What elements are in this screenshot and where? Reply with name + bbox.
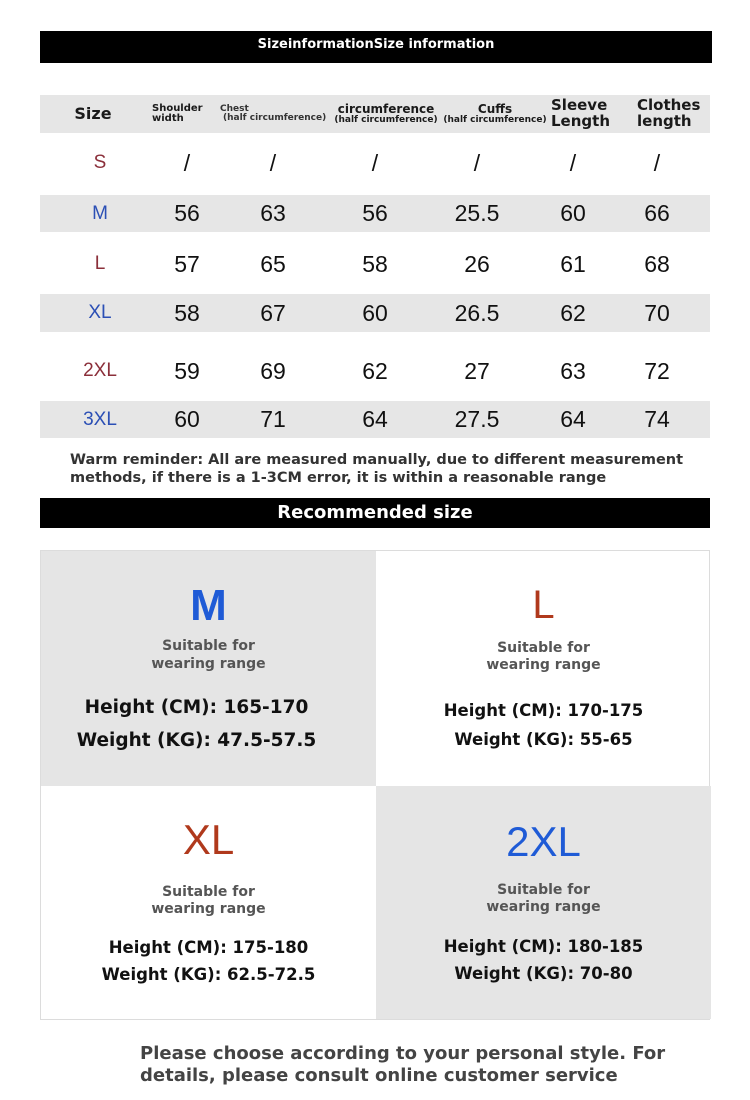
sleeve-cell: 64 — [560, 406, 586, 432]
card-size-letter: XL — [182, 816, 235, 863]
cuffs-cell: 27 — [464, 357, 490, 384]
circumference-cell: 64 — [362, 406, 388, 432]
size-cell: S — [93, 152, 107, 173]
header-cuffs-sub: (half circumference) — [443, 114, 547, 125]
header-cuffs-label: Cuffs — [477, 101, 513, 116]
card-range-label: wearing range — [151, 656, 266, 672]
table-header-row — [40, 95, 710, 133]
size-cell: XL — [88, 302, 112, 323]
shoulder-cell: 56 — [174, 200, 200, 226]
card-size-letter: M — [190, 581, 227, 630]
card-weight: Weight (KG): 62.5-72.5 — [101, 965, 316, 984]
shoulder-cell: 58 — [174, 299, 200, 326]
card-weight: Weight (KG): 70-80 — [454, 964, 633, 983]
card-range-label: wearing range — [486, 657, 601, 673]
sleeve-cell: 63 — [560, 357, 586, 384]
card-range-label: wearing range — [151, 901, 266, 917]
chest-cell: 63 — [260, 200, 286, 226]
clothes-cell: 74 — [644, 406, 670, 432]
size-cell: L — [94, 253, 106, 274]
size-information-title: SizeinformationSize information — [257, 37, 495, 52]
header-cuffs — [440, 95, 550, 133]
size-information-banner — [40, 31, 712, 63]
cuffs-cell: 26.5 — [454, 299, 500, 326]
circumference-cell: 62 — [362, 357, 388, 384]
cuffs-cell: / — [473, 149, 481, 176]
cuffs-cell: 26 — [464, 250, 490, 277]
table-row — [40, 294, 710, 332]
table-row — [40, 241, 710, 287]
shoulder-cell: 57 — [174, 250, 200, 277]
card-suitable-label: Suitable for — [162, 638, 255, 654]
sleeve-cell: 61 — [560, 250, 586, 277]
card-height: Height (CM): 170-175 — [443, 701, 644, 720]
chest-cell: 65 — [260, 250, 286, 277]
header-size: Size — [74, 103, 112, 123]
shoulder-cell: 60 — [174, 406, 200, 432]
card-height: Height (CM): 175-180 — [108, 938, 309, 957]
chest-cell: 67 — [260, 299, 286, 326]
footer-note: Please choose according to your personal style. For details, please consult online customer service — [140, 1043, 666, 1086]
table-row — [40, 195, 710, 232]
clothes-cell: 70 — [644, 299, 670, 326]
header-circumference-label: circumference — [337, 101, 435, 116]
recommended-size-grid — [40, 550, 710, 1020]
size-card-m — [41, 551, 376, 786]
size-cell: 2XL — [83, 360, 117, 381]
card-suitable-label: Suitable for — [497, 882, 590, 898]
header-chest-sub: (half circumference) — [223, 113, 327, 123]
chest-cell: 69 — [260, 357, 286, 384]
card-weight: Weight (KG): 55-65 — [454, 730, 633, 749]
size-cell: M — [92, 202, 108, 224]
clothes-cell: 66 — [644, 200, 670, 226]
sleeve-cell: / — [569, 149, 577, 176]
size-card-2xl — [376, 786, 711, 1019]
chest-cell: 71 — [260, 406, 286, 432]
clothes-cell: 72 — [644, 357, 670, 384]
header-circumference-sub: (half circumference) — [334, 114, 438, 125]
clothes-cell: / — [653, 149, 661, 176]
clothes-cell: 68 — [644, 250, 670, 277]
sleeve-cell: 60 — [560, 200, 586, 226]
size-cell: 3XL — [83, 408, 117, 430]
card-height: Height (CM): 165-170 — [84, 697, 309, 718]
header-chest-label: Chest — [220, 103, 249, 114]
card-weight: Weight (KG): 47.5-57.5 — [76, 730, 317, 751]
circumference-cell: 58 — [362, 250, 388, 277]
circumference-cell: / — [371, 149, 379, 176]
card-suitable-label: Suitable for — [162, 884, 255, 900]
card-suitable-label: Suitable for — [497, 640, 590, 656]
cuffs-cell: 27.5 — [454, 406, 500, 432]
card-size-letter: L — [532, 583, 555, 627]
recommended-size-banner — [40, 498, 710, 528]
size-card-l — [376, 551, 711, 786]
table-row — [40, 344, 710, 398]
size-card-xl — [41, 786, 376, 1019]
shoulder-cell: 59 — [174, 357, 200, 384]
warm-reminder: Warm reminder: All are measured manually, due to different measurement methods, if there is a 1-3CM error, it is within a reasonable range — [70, 452, 684, 486]
sleeve-cell: 62 — [560, 299, 586, 326]
header-shoulder: Shoulder width — [152, 102, 203, 124]
table-row — [40, 401, 710, 438]
shoulder-cell: / — [183, 149, 191, 176]
circumference-cell: 56 — [362, 200, 388, 226]
header-clothes: Clothes length — [637, 96, 701, 130]
header-circumference — [334, 95, 438, 133]
card-size-letter: 2XL — [506, 818, 581, 865]
header-chest — [220, 95, 330, 133]
chest-cell: / — [269, 149, 277, 176]
table-row — [40, 139, 710, 187]
card-range-label: wearing range — [486, 899, 601, 915]
recommended-size-title: Recommended size — [277, 502, 473, 523]
header-sleeve: Sleeve Length — [551, 96, 610, 130]
card-height: Height (CM): 180-185 — [443, 937, 644, 956]
cuffs-cell: 25.5 — [454, 200, 500, 226]
circumference-cell: 60 — [362, 299, 388, 326]
